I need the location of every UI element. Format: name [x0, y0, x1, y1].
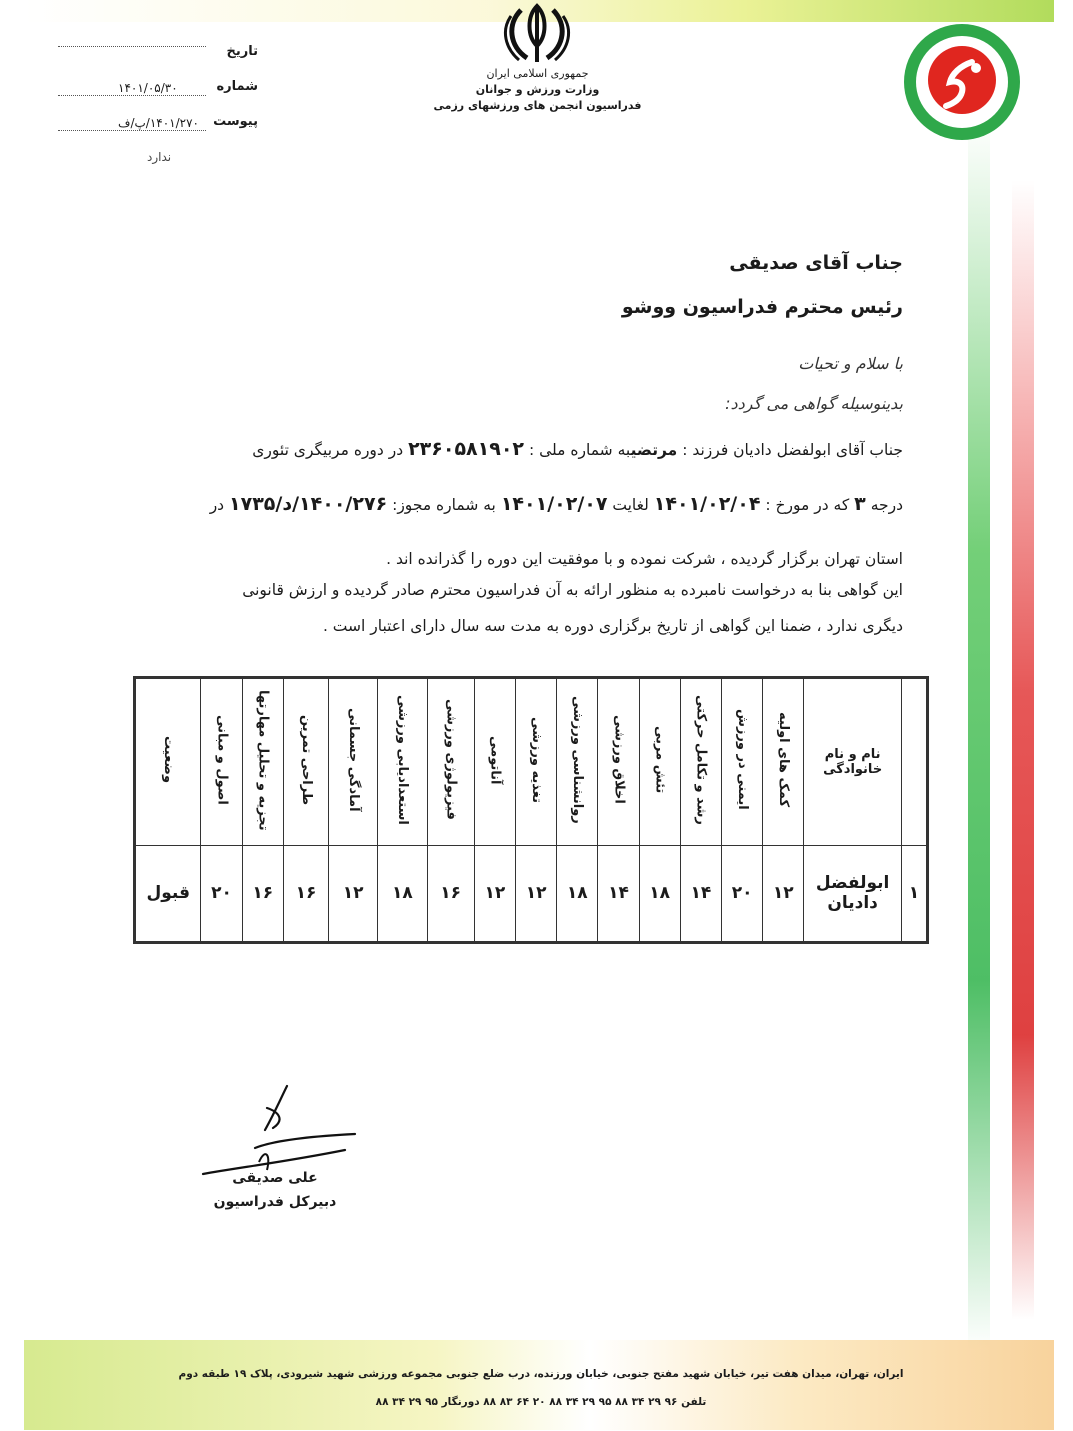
national-id: ۲۳۶۰۵۸۱۹۰۲	[408, 438, 525, 460]
subject-header	[721, 678, 762, 846]
subject-label: رشد و تکامل حرکتی	[693, 694, 709, 825]
permit-number: ۱۴۰۰/۲۷۶/د/۱۷۳۵	[229, 493, 388, 515]
federation-line: فدراسیون انجمن های ورزشهای رزمی	[433, 99, 642, 112]
score-cell: ۱۴	[680, 845, 721, 942]
subject-label: کمک های اولیه	[776, 712, 792, 808]
greeting: با سلام و تحیات	[798, 354, 903, 373]
p1-text-f: لغایت	[607, 496, 654, 514]
subject-header	[427, 678, 474, 846]
subject-header	[680, 678, 721, 846]
course-start-date: ۱۴۰۱/۰۲/۰۴	[653, 493, 761, 515]
green-side-stripe	[968, 120, 990, 1350]
status-header-label: وضعیت	[161, 736, 177, 784]
federation-logo-icon	[902, 22, 1022, 142]
subject-label: آناتومی	[487, 735, 503, 785]
subject-header	[283, 678, 328, 846]
footer-phones: تلفن ۹۶ ۲۹ ۳۴ ۸۸ ۹۵ ۲۹ ۳۴ ۸۸ ۲۰ ۶۴ ۸۳ ۸۸ دورنگار ۹۵ ۲۹ ۳۴ ۸۸	[375, 1396, 707, 1408]
footer-address: ایران، تهران، میدان هفت تیر، خیابان شهید مفتح جنوبی، خیابان ورزنده، درب ضلع جنوبی مجموعه ورزشی شهید شیرودی، پلاک ۱۹ طبقه دوم	[178, 1368, 904, 1380]
signer-name: علی صدیقی	[232, 1170, 318, 1186]
ministry-line: وزارت ورزش و جوانان	[475, 83, 600, 96]
status-header	[135, 678, 201, 846]
score-cell: ۱۴	[598, 845, 639, 942]
score-cell: ۱۶	[242, 845, 283, 942]
score-cell: ۲۰	[201, 845, 242, 942]
row-index-header	[901, 678, 927, 846]
country-line: جمهوری اسلامی ایران	[486, 67, 589, 80]
p2-text-b: دیگری ندارد ، ضمنا این گواهی از تاریخ برگزاری دوره به مدت سه سال دارای اعتبار است .	[322, 617, 903, 635]
number-value: ۱۴۰۱/۰۵/۳۰	[58, 81, 206, 96]
red-side-stripe	[1012, 180, 1034, 1320]
certification-intro: بدینوسیله گواهی می گردد:	[725, 394, 903, 413]
letter-meta	[58, 40, 258, 145]
table-header-row	[135, 678, 928, 846]
subject-label: آمادگی جسمانی	[345, 708, 361, 812]
subject-header	[201, 678, 242, 846]
subject-header	[242, 678, 283, 846]
addressee-title: رئیس محترم فدراسیون ووشو	[621, 296, 903, 318]
score-cell: ۱۲	[763, 845, 804, 942]
name-header: نام و نام خانوادگی	[804, 678, 901, 846]
table-row	[135, 845, 928, 942]
p1-text-a: جناب آقای ابولفضل دادیان فرزند :	[677, 441, 903, 459]
subject-label: تئش مربی	[652, 726, 668, 794]
footer	[100, 1364, 982, 1412]
score-cell: ۱۸	[378, 845, 427, 942]
coach-degree: ۳	[854, 493, 866, 515]
subject-label: تغذیه ورزشی	[528, 716, 544, 803]
subject-label: طراحی تمرین	[298, 714, 314, 805]
ministry-header	[430, 66, 645, 114]
p1-text-e: که در مورخ :	[760, 496, 855, 514]
p1-text-g: به شماره مجوز:	[387, 496, 501, 514]
score-cell: ۱۸	[557, 845, 598, 942]
subject-label: تجزیه و تحلیل مهارتها	[255, 689, 271, 831]
attachment-note: ندارد	[147, 150, 172, 164]
p1-text-i: استان تهران برگزار گردیده ، شرکت نموده و با موفقیت این دوره را گذرانده اند .	[386, 550, 903, 568]
attachment-row	[58, 110, 258, 145]
date-label: تاریخ	[226, 44, 258, 59]
score-cell: ۱۲	[515, 845, 556, 942]
number-row	[58, 75, 258, 110]
certificate-paragraph	[163, 422, 903, 586]
signer-title: دبیرکل فدراسیون	[213, 1194, 337, 1210]
score-cell: ۱۶	[283, 845, 328, 942]
row-index: ۱	[901, 845, 927, 942]
subject-label: ایمنی در ورزش	[734, 709, 750, 811]
score-cell: ۲۰	[721, 845, 762, 942]
subject-header	[763, 678, 804, 846]
subject-label: فیزیولوژی ورزشی	[443, 699, 459, 821]
score-cell: ۱۲	[474, 845, 515, 942]
subject-header	[598, 678, 639, 846]
p2-text-a: این گواهی بنا به درخواست نامبرده به منظور ارائه به آن فدراسیون محترم صادر گردیده و ارزش قانونی	[242, 581, 903, 599]
date-row	[58, 40, 258, 75]
subject-header	[515, 678, 556, 846]
subject-header	[639, 678, 680, 846]
status-cell: قبول	[135, 845, 201, 942]
subject-label: اخلاق ورزشی	[611, 715, 627, 805]
subject-label: استعدادیابی ورزشی	[395, 694, 411, 825]
subject-header	[329, 678, 378, 846]
subject-header	[378, 678, 427, 846]
father-name: مرتضی	[630, 441, 678, 459]
grades-table	[133, 676, 929, 944]
score-cell: ۱۶	[427, 845, 474, 942]
score-cell: ۱۲	[329, 845, 378, 942]
student-name: ابولفضل دادیان	[804, 845, 901, 942]
p1-text-b: به شماره ملی :	[524, 441, 631, 459]
p1-text-c: در دوره مربیگری تئوری	[252, 441, 409, 459]
subject-label: روانشناسی ورزشی	[570, 695, 586, 824]
subject-label: اصول و مبانی	[214, 714, 230, 805]
date-value	[58, 46, 206, 47]
signer-block	[200, 1166, 350, 1214]
attachment-value: ۱۴۰۱/۲۷۰/پ/ف	[58, 116, 206, 131]
score-cell: ۱۸	[639, 845, 680, 942]
course-end-date: ۱۴۰۱/۰۲/۰۷	[500, 493, 608, 515]
p1-text-d: درجه	[865, 496, 903, 514]
iran-emblem-icon	[497, 2, 577, 66]
validity-paragraph	[163, 572, 903, 644]
p1-text-h: در	[209, 496, 230, 514]
attachment-label: پیوست	[213, 114, 258, 129]
addressee-name: جناب آقای صدیقی	[729, 252, 903, 274]
subject-header	[474, 678, 515, 846]
subject-header	[557, 678, 598, 846]
number-label: شماره	[216, 79, 258, 94]
